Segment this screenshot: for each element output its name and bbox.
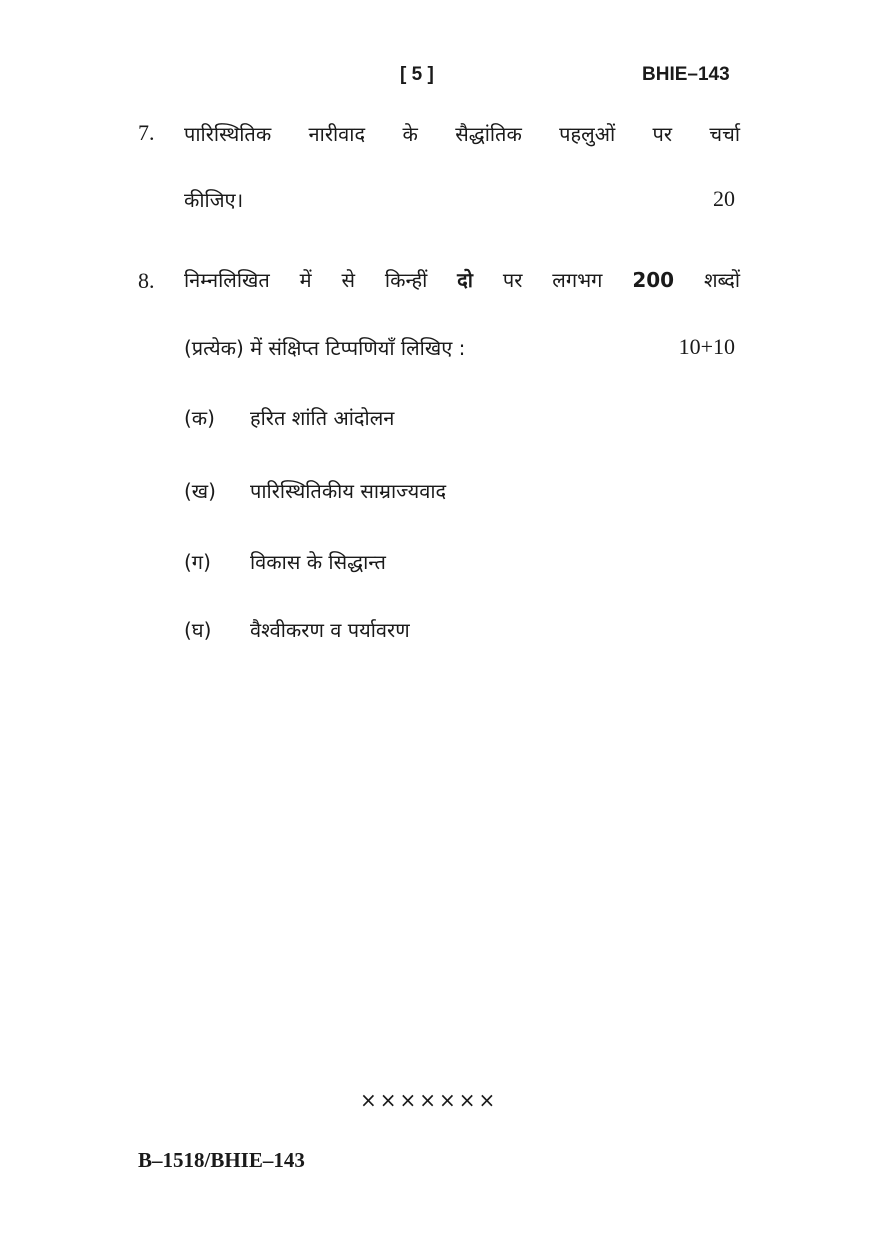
question-7-line-2: कीजिए। [184, 188, 244, 212]
question-7-line-1: पारिस्थितिक नारीवाद के सैद्धांतिक पहलुओं पर चर्चा [184, 122, 740, 146]
question-8-line-1-part-a: निम्नलिखित में से किन्हीं [184, 268, 428, 292]
question-8-marks: 10+10 [678, 334, 735, 359]
option-ka-label: (क) [184, 406, 215, 430]
option-ga-label: (ग) [184, 550, 211, 574]
question-7-number: 7. [138, 120, 155, 145]
option-gha-label: (घ) [184, 618, 212, 642]
option-gha-text: वैश्वीकरण व पर्यावरण [250, 618, 410, 642]
end-of-paper-marker: ××××××× [360, 1088, 499, 1112]
question-8-line-1-part-b: पर लगभग [502, 268, 603, 292]
question-8-line-1-part-c: शब्दों [703, 268, 741, 292]
option-ga-text: विकास के सिद्धान्त [250, 550, 386, 574]
question-8-line-2: (प्रत्येक) में संक्षिप्त टिप्पणियाँ लिखिए : [184, 336, 466, 360]
option-ka-text: हरित शांति आंदोलन [250, 406, 395, 430]
footer-paper-code: B–1518/BHIE–143 [138, 1148, 305, 1172]
option-kha-label: (ख) [184, 479, 216, 503]
question-8-line-1 [184, 266, 740, 293]
question-8-word-count: 200 [632, 268, 675, 292]
question-7-marks: 20 [713, 186, 735, 211]
option-kha-text: पारिस्थितिकीय साम्राज्यवाद [250, 479, 447, 503]
page-number: [ 5 ] [400, 64, 434, 85]
question-8-number: 8. [138, 268, 155, 293]
paper-code: BHIE–143 [642, 64, 730, 85]
question-8-bold-count: दो [457, 268, 473, 292]
